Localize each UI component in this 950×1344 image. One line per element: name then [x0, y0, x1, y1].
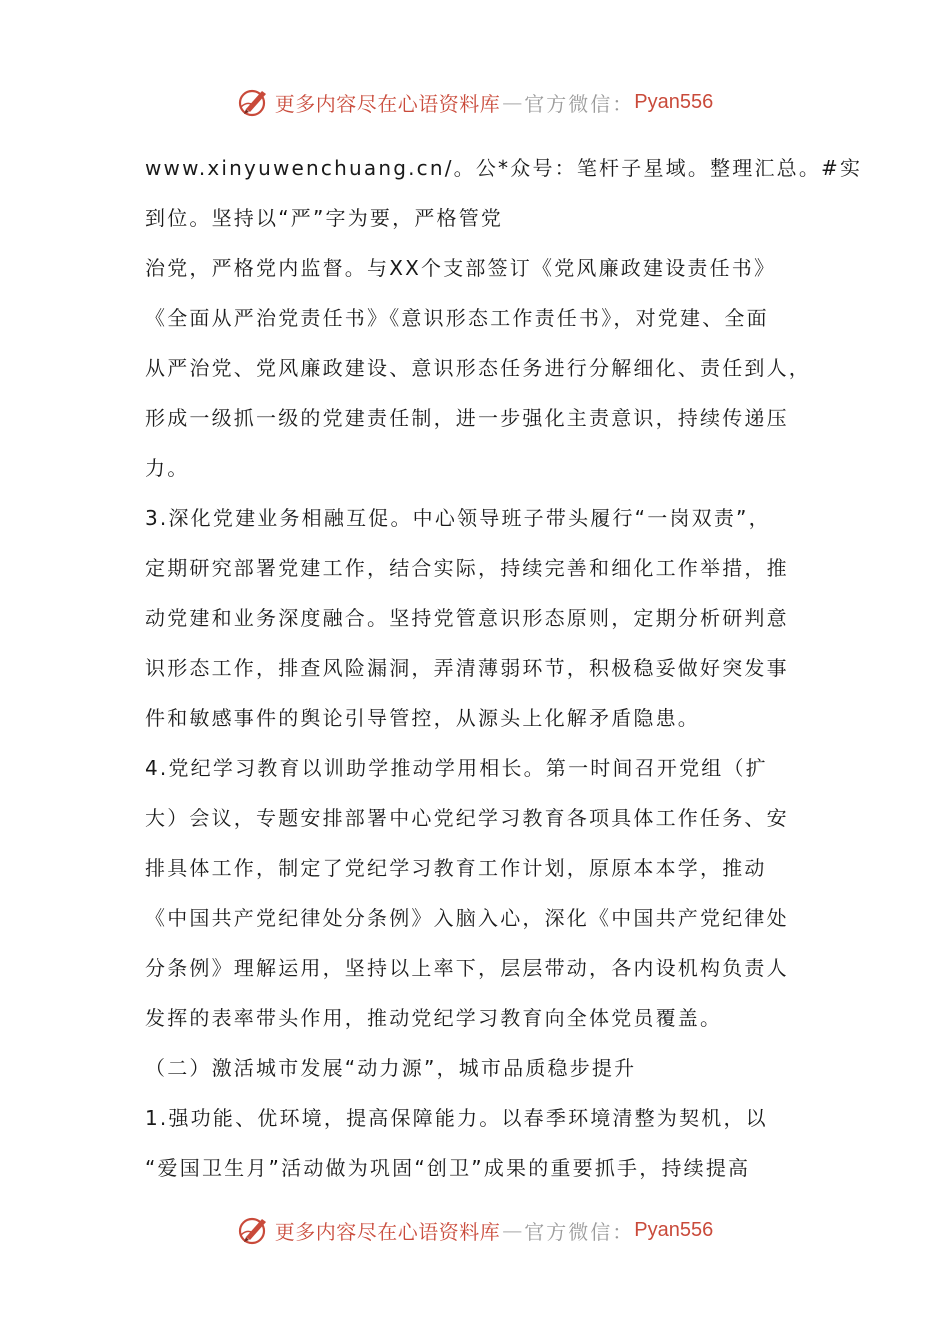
banner-dash: — [502, 90, 523, 114]
banner-text: 更多内容尽在心语资料库 [274, 1219, 501, 1244]
body-line: 《全面从严治党责任书》《意识形态工作责任书》，对党建、全面 [145, 306, 769, 330]
banner-wechat-id: Pyan556 [634, 1218, 714, 1241]
body-line: 件和敏感事件的舆论引导管控，从源头上化解矛盾隐患。 [145, 706, 700, 730]
banner-official-label: 官方微信： [524, 1219, 635, 1244]
body-line: 发挥的表率带头作用，推动党纪学习教育向全体党员覆盖。 [145, 1006, 723, 1030]
body-line: 分条例》理解运用，坚持以上率下，层层带动，各内设机构负责人 [145, 956, 789, 980]
banner-text: 更多内容尽在心语资料库 [274, 91, 501, 116]
body-line: 3.深化党建业务相融互促。中心领导班子带头履行“一岗双责”， [145, 506, 771, 530]
body-line: 定期研究部署党建工作，结合实际，持续完善和细化工作举措，推 [145, 556, 789, 580]
body-line: 4.党纪学习教育以训助学推动学用相长。第一时间召开党组（扩 [145, 756, 768, 780]
pen-logo-icon [237, 1213, 271, 1247]
body-line: 从严治党、党风廉政建设、意识形态任务进行分解细化、责任到人， [145, 356, 811, 380]
body-line: 《中国共产党纪律处分条例》入脑入心，深化《中国共产党纪律处 [145, 906, 789, 930]
body-line: 力。 [145, 456, 190, 480]
body-line: 动党建和业务深度融合。坚持党管意识形态原则，定期分析研判意 [145, 606, 789, 630]
body-line: 到位。坚持以“严”字为要，严格管党 [145, 206, 504, 230]
footer-banner [0, 1210, 950, 1250]
body-line: 大）会议，专题安排部署中心党纪学习教育各项具体工作任务、安 [145, 806, 789, 830]
banner-wechat-id: Pyan556 [634, 90, 714, 113]
banner-official-label: 官方微信： [524, 91, 635, 116]
body-line: 识形态工作，排查风险漏洞，弄清薄弱环节，积极稳妥做好突发事 [145, 656, 789, 680]
document-body [145, 143, 863, 1193]
pen-logo-icon [237, 85, 271, 119]
body-line: 治党，严格党内监督。与XX个支部签订《党风廉政建设责任书》 [145, 256, 777, 280]
section-heading: （二）激活城市发展“动力源”，城市品质稳步提升 [145, 1056, 637, 1080]
body-line: www.xinyuwenchuang.cn/。公*众号：笔杆子星域。整理汇总。#实 [145, 156, 863, 180]
banner-dash: — [502, 1218, 523, 1242]
body-line: 排具体工作，制定了党纪学习教育工作计划，原原本本学，推动 [145, 856, 767, 880]
body-line: “爱国卫生月”活动做为巩固“创卫”成果的重要抓手，持续提高 [145, 1156, 751, 1180]
header-banner [0, 82, 950, 122]
body-line: 1.强功能、优环境，提高保障能力。以春季环境清整为契机，以 [145, 1106, 768, 1130]
body-line: 形成一级抓一级的党建责任制，进一步强化主责意识，持续传递压 [145, 406, 789, 430]
